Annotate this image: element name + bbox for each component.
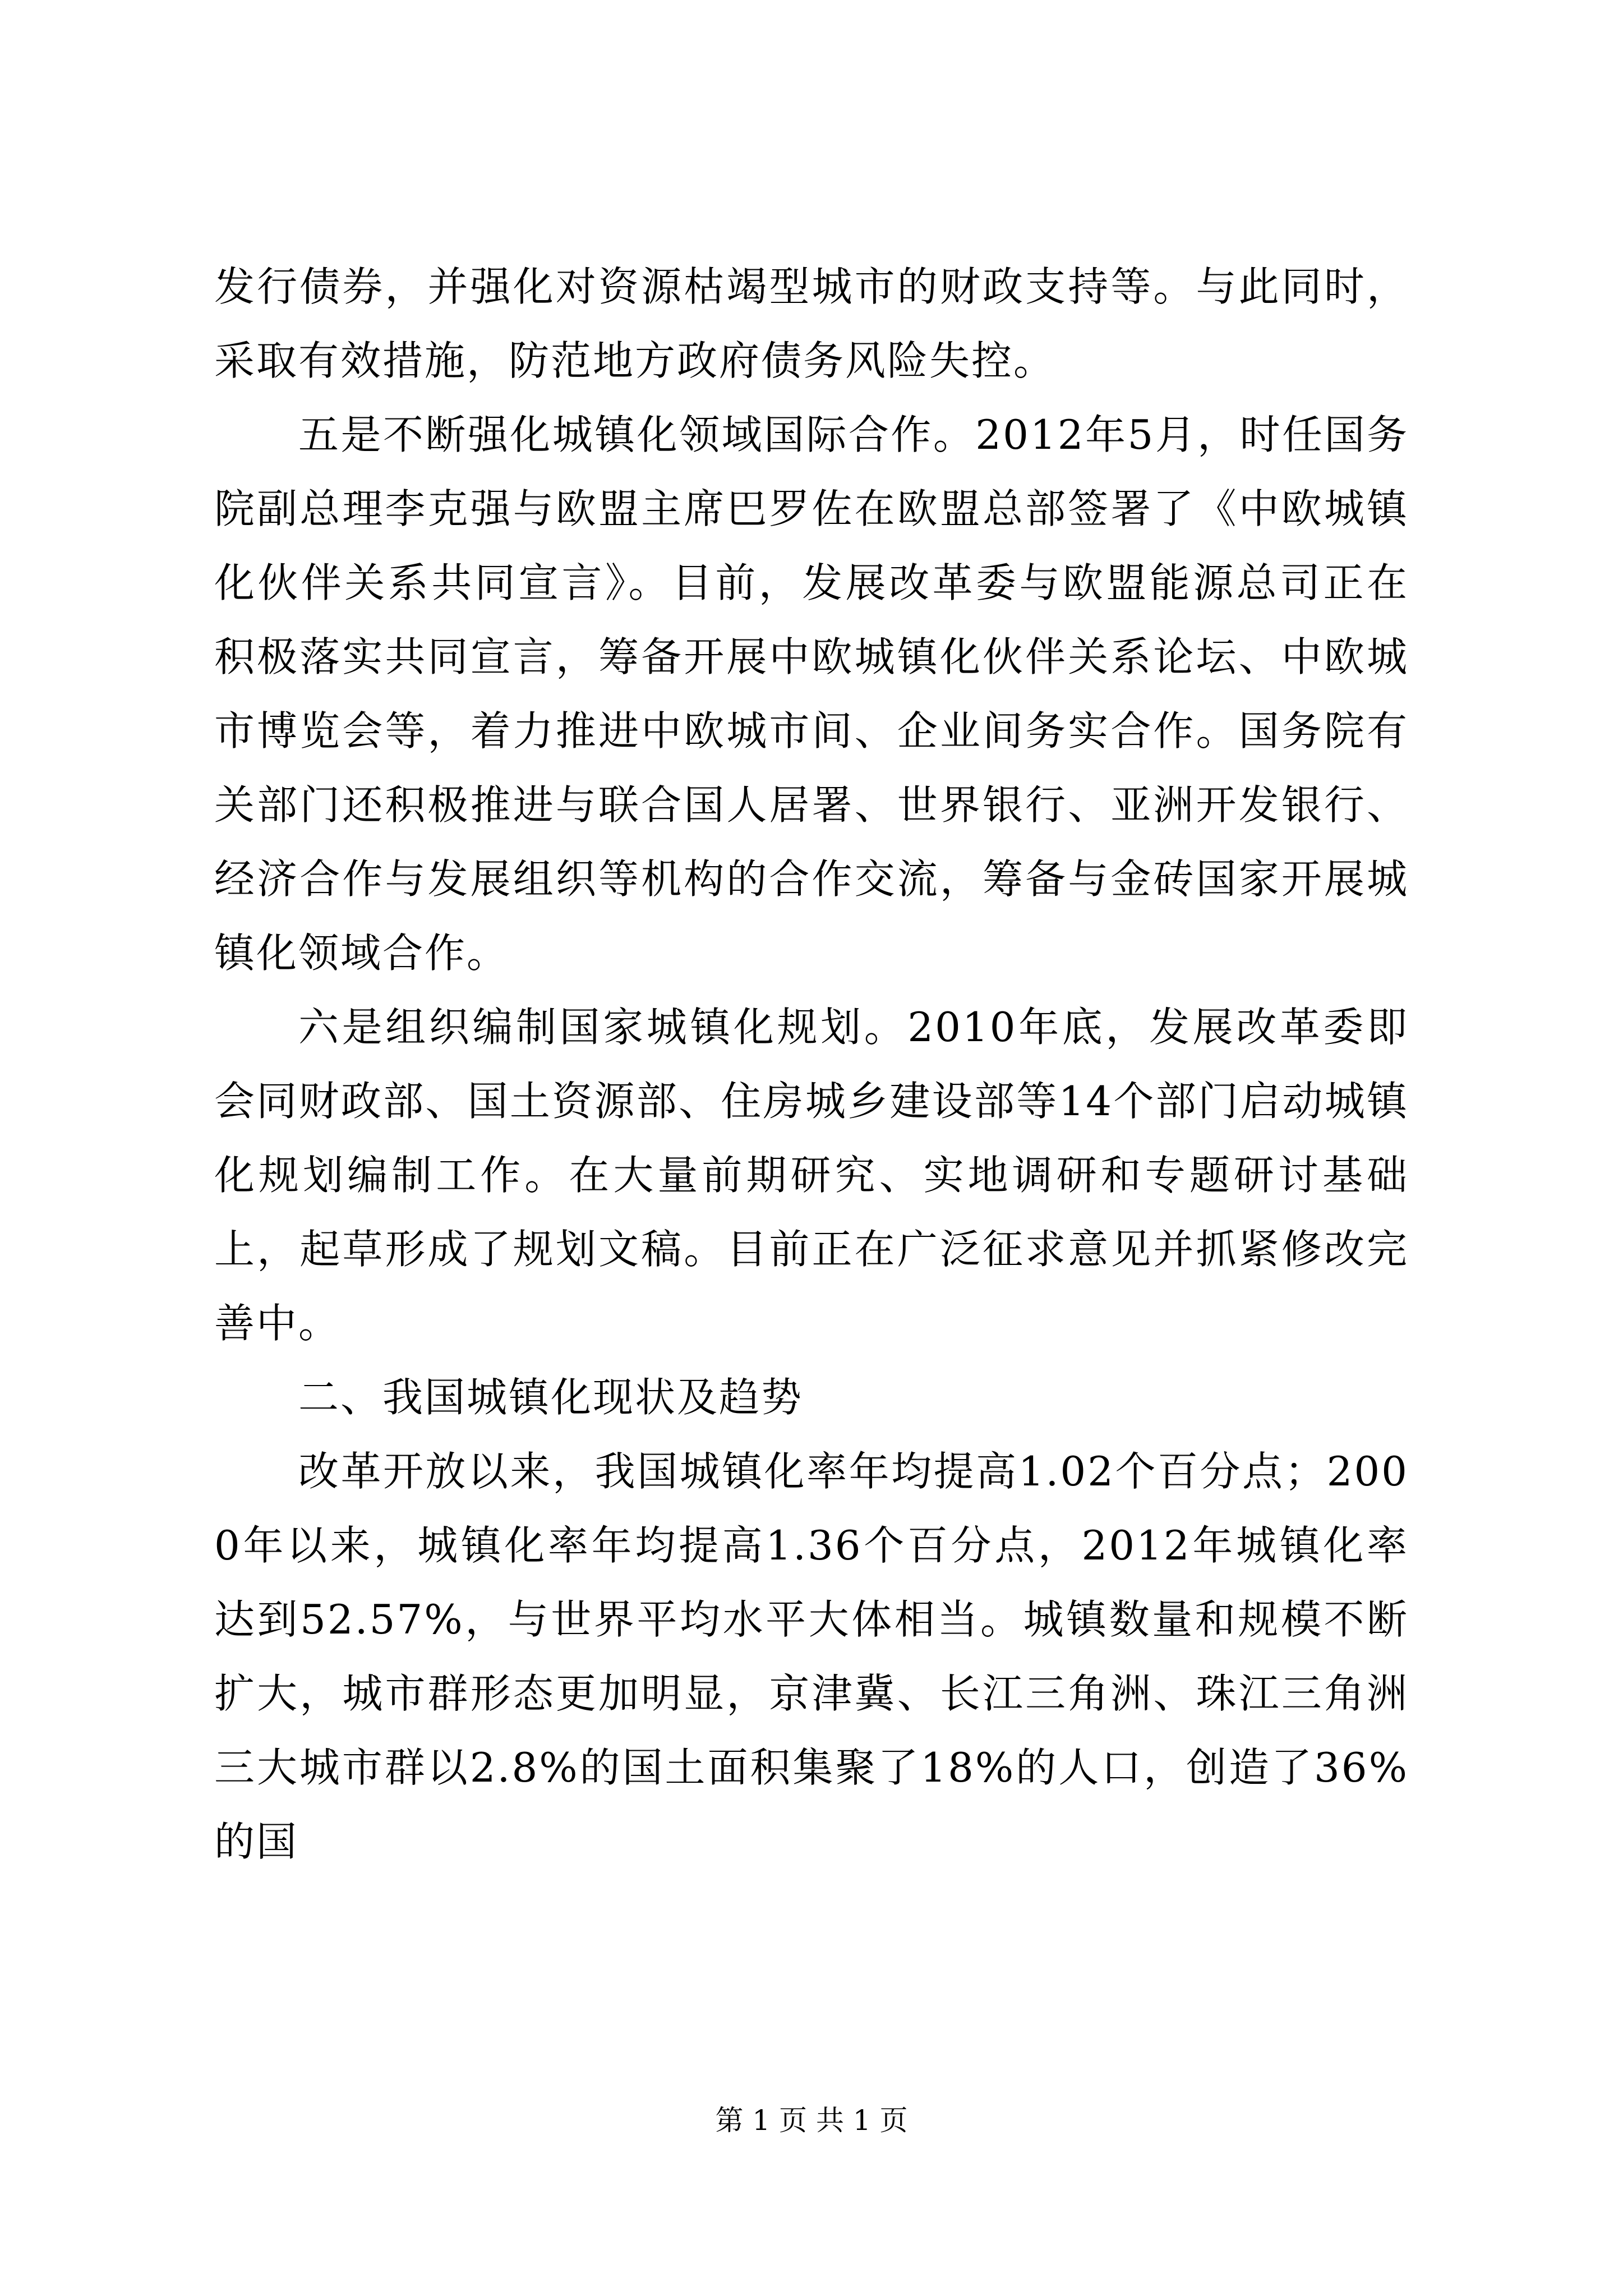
paragraph-international-cooperation: 五是不断强化城镇化领域国际合作。2012年5月，时任国务院副总理李克强与欧盟主席巴罗佐在欧盟总部签署了《中欧城镇化伙伴关系共同宣言》。目前，发展改革委与欧盟能源总司正在积极落实共同宣言，筹备开展中欧城镇化伙伴关系论坛、中欧城市博览会等，着力推进中欧城市间、企业间务实合作。国务院有关部门还积极推进与联合国人居署、世界银行、亚洲开发银行、经济合作与发展组织等机构的合作交流，筹备与金砖国家开展城镇化领域合作。 xyxy=(214,411,1409,977)
paragraph-continuation: 发行债券，并强化对资源枯竭型城市的财政支持等。与此同时，采取有效措施，防范地方政府债务风险失控。 xyxy=(214,263,1409,384)
section-heading: 二、我国城镇化现状及趋势 xyxy=(298,1374,804,1421)
page-footer: 第 1 页 共 1 页 xyxy=(715,2104,908,2137)
paragraph-urbanization-plan: 六是组织编制国家城镇化规划。2010年底，发展改革委即会同财政部、国土资源部、住房城乡建设部等14个部门启动城镇化规划编制工作。在大量前期研究、实地调研和专题研讨基础上，起草形成了规划文稿。目前正在广泛征求意见并抓紧修改完善中。 xyxy=(214,1004,1409,1347)
document-body xyxy=(214,250,1409,1879)
paragraph-urbanization-status: 改革开放以来，我国城镇化率年均提高1.02个百分点；2000年以来，城镇化率年均提高1.36个百分点，2012年城镇化率达到52.57%，与世界平均水平大体相当。城镇数量和规模不断扩大，城市群形态更加明显，京津冀、长江三角洲、珠江三角洲三大城市群以2.8%的国土面积集聚了18%的人口，创造了36%的国 xyxy=(214,1448,1409,1865)
